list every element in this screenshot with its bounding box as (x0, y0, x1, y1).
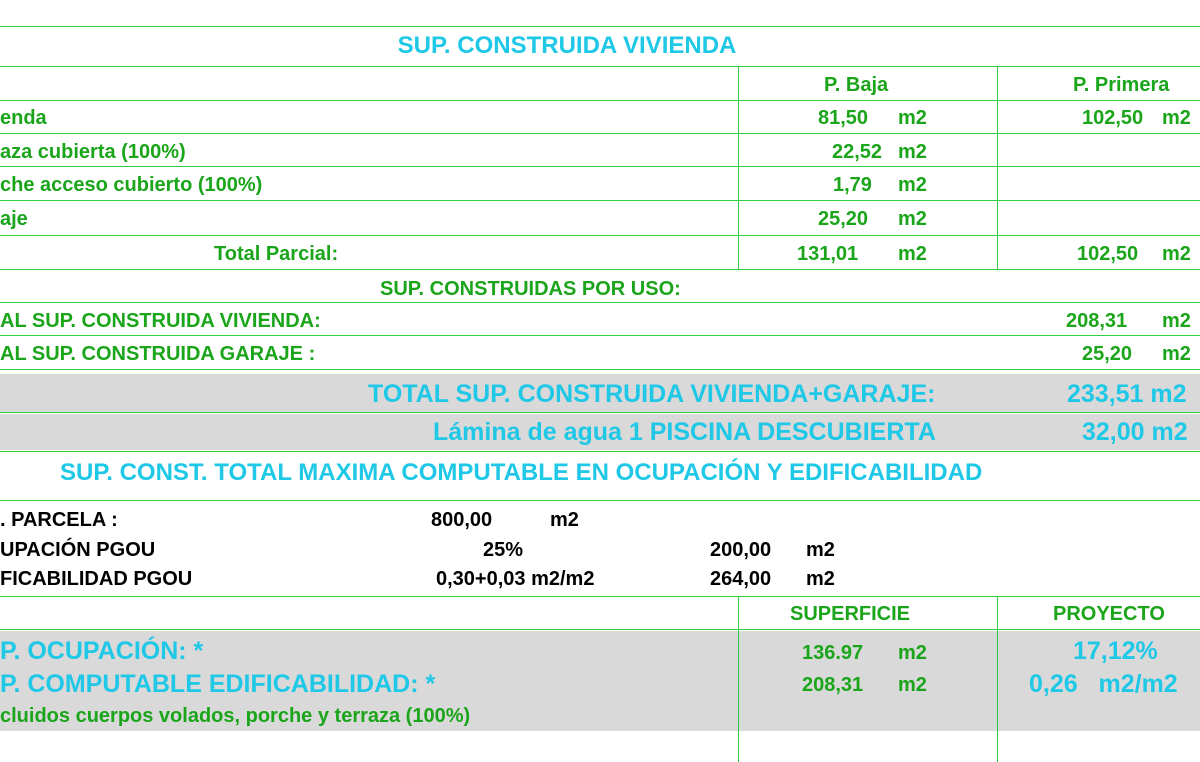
primera-value: 102,50 (1082, 107, 1144, 129)
grid-line (0, 66, 1200, 67)
grid-line (0, 166, 1200, 167)
baja-value: 25,20 (818, 208, 869, 230)
ocupacion-pct: 25% (483, 539, 524, 561)
ocupacion-proyecto: 17,12% (1073, 637, 1158, 665)
baja-value: 1,79 (833, 174, 872, 196)
primera-unit: m2 (1162, 107, 1191, 129)
total-parcial-baja-value: 131,01 (797, 243, 859, 265)
baja-unit: m2 (898, 174, 927, 196)
total-garaje-label: AL SUP. CONSTRUIDA GARAJE : (0, 343, 316, 365)
parcela-label: . PARCELA : (0, 509, 118, 531)
col-header-proyecto: PROYECTO (1053, 603, 1165, 625)
edificabilidad-proyecto: 0,26 m2/m2 (1029, 670, 1178, 698)
piscina-value: 32,00 m2 (1082, 418, 1188, 446)
ocupacion-summary-label: P. OCUPACIÓN: * (0, 637, 204, 665)
por-uso-title: SUP. CONSTRUIDAS POR USO: (380, 278, 681, 300)
grid-line (0, 26, 1200, 27)
section-title-construida: SUP. CONSTRUIDA VIVIENDA (397, 32, 737, 59)
col-header-baja: P. Baja (824, 74, 889, 96)
grid-line (0, 369, 1200, 370)
baja-value: 81,50 (818, 107, 869, 129)
grid-line (0, 596, 1200, 597)
total-construida-label: TOTAL SUP. CONSTRUIDA VIVIENDA+GARAJE: (368, 380, 936, 408)
grid-line (0, 235, 1200, 236)
grid-line (0, 500, 1200, 501)
row-label-terraza: aza cubierta (100%) (0, 141, 186, 163)
edificabilidad-summary-unit: m2 (898, 674, 927, 696)
total-construida-value: 233,51 m2 (1067, 380, 1187, 408)
baja-unit: m2 (898, 208, 927, 230)
baja-unit: m2 (898, 141, 927, 163)
grid-line (0, 269, 1200, 270)
edificabilidad-unit: m2 (806, 568, 835, 590)
baja-value: 22,52 (832, 141, 883, 163)
baja-unit: m2 (898, 107, 927, 129)
ocupacion-summary-value: 136.97 (802, 642, 864, 664)
grid-line (0, 200, 1200, 201)
edificabilidad-summary-label: P. COMPUTABLE EDIFICABILIDAD: * (0, 670, 436, 698)
row-label-garaje: aje (0, 208, 28, 230)
col-header-primera: P. Primera (1073, 74, 1170, 96)
total-vivienda-label: AL SUP. CONSTRUIDA VIVIENDA: (0, 310, 321, 332)
total-parcial-baja-unit: m2 (898, 243, 927, 265)
total-parcial-label: Total Parcial: (214, 243, 339, 265)
row-label-porche: che acceso cubierto (100%) (0, 174, 263, 196)
grid-line (0, 100, 1200, 101)
ocupacion-label: UPACIÓN PGOU (0, 539, 156, 561)
parcela-unit: m2 (550, 509, 579, 531)
edificabilidad-label: FICABILIDAD PGOU (0, 568, 193, 590)
ocupacion-value: 200,00 (710, 539, 772, 561)
total-vivienda-value: 208,31 (1066, 310, 1128, 332)
total-garaje-value: 25,20 (1082, 343, 1133, 365)
grid-line (0, 451, 1200, 452)
grid-line (0, 412, 1200, 413)
total-vivienda-unit: m2 (1162, 310, 1191, 332)
grid-line (0, 335, 1200, 336)
grid-col-line (997, 596, 998, 762)
piscina-label: Lámina de agua 1 PISCINA DESCUBIERTA (433, 418, 936, 446)
ocupacion-unit: m2 (806, 539, 835, 561)
edificabilidad-ratio: 0,30+0,03 m2/m2 (436, 568, 595, 590)
nota-incluidos: cluidos cuerpos volados, porche y terraza (100%) (0, 705, 471, 727)
total-garaje-unit: m2 (1162, 343, 1191, 365)
grid-col-line (997, 66, 998, 269)
grid-line (0, 133, 1200, 134)
grid-col-line (738, 66, 739, 269)
grid-line (0, 302, 1200, 303)
grid-line (0, 629, 1200, 630)
col-header-superficie: SUPERFICIE (790, 603, 911, 625)
edificabilidad-summary-value: 208,31 (802, 674, 864, 696)
grid-col-line (738, 596, 739, 762)
row-label-vivienda: enda (0, 107, 47, 129)
ocupacion-summary-unit: m2 (898, 642, 927, 664)
maxima-title: SUP. CONST. TOTAL MAXIMA COMPUTABLE EN OCUPACIÓN Y EDIFICABILIDAD (60, 459, 983, 486)
total-parcial-primera-unit: m2 (1162, 243, 1191, 265)
edificabilidad-value: 264,00 (710, 568, 772, 590)
parcela-value: 800,00 (431, 509, 493, 531)
total-parcial-primera-value: 102,50 (1077, 243, 1139, 265)
